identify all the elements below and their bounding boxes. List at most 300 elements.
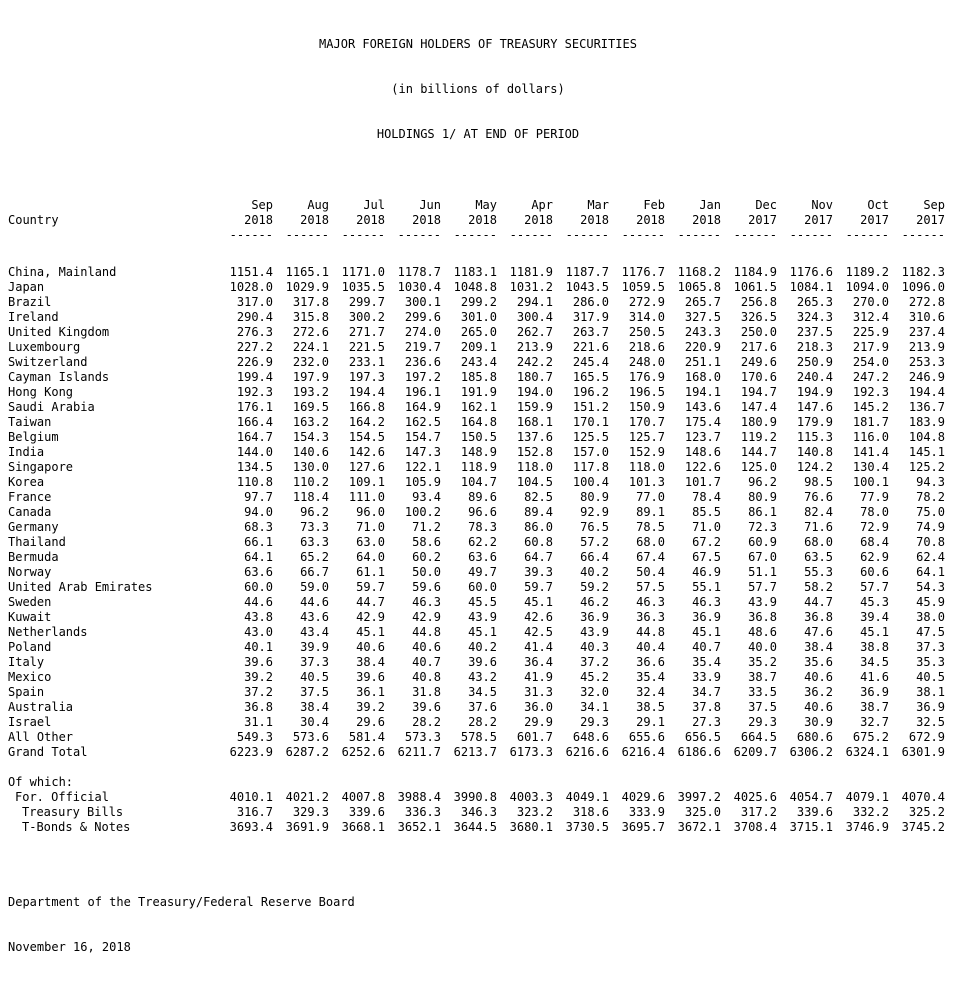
value-cell: 339.6 <box>348 805 385 819</box>
of-which-label-row <box>0 775 956 790</box>
value-cell: 49.7 <box>468 565 497 579</box>
value-cell: 237.5 <box>796 325 833 339</box>
value-cell: 109.1 <box>348 475 385 489</box>
value-cell: 110.2 <box>292 475 329 489</box>
column-year: 2018 <box>356 213 385 227</box>
value-cell: 137.6 <box>516 430 553 444</box>
column-month: Aug <box>307 198 329 212</box>
value-cell: 46.2 <box>580 595 609 609</box>
value-cell: 104.7 <box>460 475 497 489</box>
table-row <box>0 340 956 355</box>
value-cell: 29.6 <box>356 715 385 729</box>
column-year: 2018 <box>636 213 665 227</box>
value-cell: 57.7 <box>748 580 777 594</box>
value-cell: 648.6 <box>572 730 609 744</box>
column-month: Oct <box>867 198 889 212</box>
value-cell: 144.0 <box>236 445 273 459</box>
value-cell: 6186.6 <box>677 745 721 759</box>
value-cell: 3746.9 <box>845 820 889 834</box>
value-cell: 58.6 <box>412 535 441 549</box>
value-cell: 248.0 <box>628 355 665 369</box>
value-cell: 247.2 <box>852 370 889 384</box>
value-cell: 1029.9 <box>285 280 329 294</box>
value-cell: 4007.8 <box>341 790 385 804</box>
country-cell: China, Mainland <box>8 265 117 279</box>
value-cell: 44.6 <box>244 595 273 609</box>
value-cell: 66.1 <box>244 535 273 549</box>
value-cell: 45.3 <box>860 595 889 609</box>
value-cell: 89.1 <box>636 505 665 519</box>
value-cell: 1094.0 <box>845 280 889 294</box>
table-row <box>0 295 956 310</box>
value-cell: 44.7 <box>804 595 833 609</box>
value-cell: 299.7 <box>348 295 385 309</box>
value-cell: 253.3 <box>908 355 945 369</box>
value-cell: 60.0 <box>244 580 273 594</box>
value-cell: 134.5 <box>236 460 273 474</box>
value-cell: 68.0 <box>636 535 665 549</box>
column-month: Mar <box>587 198 609 212</box>
value-cell: 6209.7 <box>733 745 777 759</box>
value-cell: 43.0 <box>244 625 273 639</box>
value-cell: 217.6 <box>740 340 777 354</box>
value-cell: 6252.6 <box>341 745 385 759</box>
value-cell: 327.5 <box>684 310 721 324</box>
column-underline: ------ <box>229 228 273 242</box>
value-cell: 45.1 <box>524 595 553 609</box>
table-row <box>0 715 956 730</box>
footer-agency: Department of the Treasury/Federal Reserve Board <box>8 895 355 909</box>
value-cell: 62.2 <box>468 535 497 549</box>
column-header <box>553 198 609 243</box>
value-cell: 1065.8 <box>677 280 721 294</box>
column-header <box>217 198 273 243</box>
table-row <box>0 505 956 520</box>
table-row <box>0 610 956 625</box>
value-cell: 34.1 <box>580 700 609 714</box>
column-year: 2018 <box>524 213 553 227</box>
country-cell: Australia <box>8 700 74 714</box>
value-cell: 183.9 <box>908 415 945 429</box>
value-cell: 41.9 <box>524 670 553 684</box>
value-cell: 197.9 <box>292 370 329 384</box>
value-cell: 32.5 <box>916 715 945 729</box>
value-cell: 162.1 <box>460 400 497 414</box>
country-cell: India <box>8 445 45 459</box>
value-cell: 100.4 <box>572 475 609 489</box>
value-cell: 125.7 <box>628 430 665 444</box>
value-cell: 36.9 <box>580 610 609 624</box>
value-cell: 3997.2 <box>677 790 721 804</box>
value-cell: 301.0 <box>460 310 497 324</box>
column-year: 2018 <box>244 213 273 227</box>
value-cell: 32.4 <box>636 685 665 699</box>
value-cell: 37.5 <box>300 685 329 699</box>
value-cell: 219.7 <box>404 340 441 354</box>
value-cell: 213.9 <box>516 340 553 354</box>
value-cell: 245.4 <box>572 355 609 369</box>
value-cell: 89.6 <box>468 490 497 504</box>
value-cell: 213.9 <box>908 340 945 354</box>
value-cell: 68.4 <box>860 535 889 549</box>
country-cell: Taiwan <box>8 415 52 429</box>
value-cell: 323.2 <box>516 805 553 819</box>
value-cell: 86.0 <box>524 520 553 534</box>
value-cell: 1182.3 <box>901 265 945 279</box>
column-month: Sep <box>251 198 273 212</box>
value-cell: 1168.2 <box>677 265 721 279</box>
value-cell: 35.3 <box>916 655 945 669</box>
value-cell: 179.9 <box>796 415 833 429</box>
table-row <box>0 445 956 460</box>
value-cell: 54.3 <box>916 580 945 594</box>
value-cell: 191.9 <box>460 385 497 399</box>
value-cell: 3644.5 <box>453 820 497 834</box>
value-cell: 46.3 <box>412 595 441 609</box>
value-cell: 60.0 <box>468 580 497 594</box>
column-header <box>721 198 777 243</box>
value-cell: 310.6 <box>908 310 945 324</box>
value-cell: 50.0 <box>412 565 441 579</box>
value-cell: 1043.5 <box>565 280 609 294</box>
value-cell: 170.7 <box>628 415 665 429</box>
value-cell: 233.1 <box>348 355 385 369</box>
country-cell: Belgium <box>8 430 59 444</box>
value-cell: 65.2 <box>300 550 329 564</box>
value-cell: 314.0 <box>628 310 665 324</box>
value-cell: 38.5 <box>636 700 665 714</box>
value-cell: 194.4 <box>908 385 945 399</box>
value-cell: 40.1 <box>244 640 273 654</box>
country-cell: Netherlands <box>8 625 88 639</box>
value-cell: 299.2 <box>460 295 497 309</box>
value-cell: 43.4 <box>300 625 329 639</box>
value-cell: 42.9 <box>412 610 441 624</box>
value-cell: 6223.9 <box>229 745 273 759</box>
value-cell: 300.4 <box>516 310 553 324</box>
value-cell: 144.7 <box>740 445 777 459</box>
column-year: 2017 <box>860 213 889 227</box>
value-cell: 73.3 <box>300 520 329 534</box>
country-cell: Thailand <box>8 535 66 549</box>
table-row <box>0 535 956 550</box>
value-cell: 45.1 <box>860 625 889 639</box>
value-cell: 40.7 <box>692 640 721 654</box>
value-cell: 154.5 <box>348 430 385 444</box>
value-cell: 157.0 <box>572 445 609 459</box>
value-cell: 125.2 <box>908 460 945 474</box>
value-cell: 76.5 <box>580 520 609 534</box>
table-row <box>0 490 956 505</box>
country-cell: Korea <box>8 475 45 489</box>
value-cell: 61.1 <box>356 565 385 579</box>
value-cell: 170.6 <box>740 370 777 384</box>
value-cell: 196.5 <box>628 385 665 399</box>
table-row <box>0 685 956 700</box>
value-cell: 218.6 <box>628 340 665 354</box>
value-cell: 164.7 <box>236 430 273 444</box>
value-cell: 317.0 <box>236 295 273 309</box>
value-cell: 39.2 <box>356 700 385 714</box>
value-cell: 44.6 <box>300 595 329 609</box>
value-cell: 104.5 <box>516 475 553 489</box>
value-cell: 164.8 <box>460 415 497 429</box>
column-header <box>441 198 497 243</box>
value-cell: 3672.1 <box>677 820 721 834</box>
value-cell: 66.7 <box>300 565 329 579</box>
value-cell: 42.5 <box>524 625 553 639</box>
value-cell: 28.2 <box>468 715 497 729</box>
value-cell: 36.1 <box>356 685 385 699</box>
column-month: Nov <box>811 198 833 212</box>
value-cell: 36.9 <box>692 610 721 624</box>
column-header <box>833 198 889 243</box>
of-which-section <box>0 775 956 835</box>
value-cell: 30.9 <box>804 715 833 729</box>
table-row <box>0 355 956 370</box>
country-cell: Grand Total <box>8 745 88 759</box>
value-cell: 63.6 <box>468 550 497 564</box>
value-cell: 32.7 <box>860 715 889 729</box>
value-cell: 40.2 <box>580 565 609 579</box>
value-cell: 40.7 <box>412 655 441 669</box>
value-cell: 94.3 <box>916 475 945 489</box>
country-cell: Saudi Arabia <box>8 400 95 414</box>
table-row <box>0 370 956 385</box>
column-header <box>385 198 441 243</box>
country-column-header: Country <box>8 213 59 227</box>
value-cell: 38.4 <box>804 640 833 654</box>
country-cell: Luxembourg <box>8 340 81 354</box>
value-cell: 104.8 <box>908 430 945 444</box>
value-cell: 98.5 <box>804 475 833 489</box>
value-cell: 85.5 <box>692 505 721 519</box>
value-cell: 37.2 <box>580 655 609 669</box>
value-cell: 96.2 <box>300 505 329 519</box>
value-cell: 76.6 <box>804 490 833 504</box>
value-cell: 3730.5 <box>565 820 609 834</box>
column-year: 2017 <box>804 213 833 227</box>
value-cell: 180.7 <box>516 370 553 384</box>
value-cell: 154.3 <box>292 430 329 444</box>
value-cell: 315.8 <box>292 310 329 324</box>
value-cell: 40.5 <box>916 670 945 684</box>
value-cell: 96.0 <box>356 505 385 519</box>
value-cell: 80.9 <box>580 490 609 504</box>
value-cell: 32.0 <box>580 685 609 699</box>
value-cell: 40.6 <box>356 640 385 654</box>
value-cell: 67.0 <box>748 550 777 564</box>
table-row <box>0 670 956 685</box>
value-cell: 299.6 <box>404 310 441 324</box>
value-cell: 573.6 <box>292 730 329 744</box>
column-underline: ------ <box>733 228 777 242</box>
value-cell: 3652.1 <box>397 820 441 834</box>
value-cell: 192.3 <box>236 385 273 399</box>
value-cell: 326.5 <box>740 310 777 324</box>
value-cell: 72.3 <box>748 520 777 534</box>
value-cell: 317.2 <box>740 805 777 819</box>
value-cell: 36.0 <box>524 700 553 714</box>
value-cell: 71.0 <box>356 520 385 534</box>
value-cell: 96.6 <box>468 505 497 519</box>
value-cell: 573.3 <box>404 730 441 744</box>
table-row <box>0 280 956 295</box>
value-cell: 57.2 <box>580 535 609 549</box>
value-cell: 40.0 <box>748 640 777 654</box>
table-body <box>0 265 956 760</box>
value-cell: 166.8 <box>348 400 385 414</box>
value-cell: 45.1 <box>692 625 721 639</box>
value-cell: 3715.1 <box>789 820 833 834</box>
value-cell: 46.3 <box>692 595 721 609</box>
of-which-item-cell: Treasury Bills <box>22 805 124 819</box>
value-cell: 44.8 <box>412 625 441 639</box>
value-cell: 78.3 <box>468 520 497 534</box>
value-cell: 339.6 <box>796 805 833 819</box>
value-cell: 38.7 <box>748 670 777 684</box>
value-cell: 226.9 <box>236 355 273 369</box>
value-cell: 1151.4 <box>229 265 273 279</box>
value-cell: 64.7 <box>524 550 553 564</box>
value-cell: 37.3 <box>300 655 329 669</box>
value-cell: 140.8 <box>796 445 833 459</box>
value-cell: 111.0 <box>348 490 385 504</box>
value-cell: 6213.7 <box>453 745 497 759</box>
value-cell: 77.0 <box>636 490 665 504</box>
value-cell: 346.3 <box>460 805 497 819</box>
value-cell: 1035.5 <box>341 280 385 294</box>
value-cell: 162.5 <box>404 415 441 429</box>
value-cell: 3695.7 <box>621 820 665 834</box>
value-cell: 316.7 <box>236 805 273 819</box>
value-cell: 63.0 <box>356 535 385 549</box>
value-cell: 4003.3 <box>509 790 553 804</box>
value-cell: 4079.1 <box>845 790 889 804</box>
value-cell: 274.0 <box>404 325 441 339</box>
value-cell: 37.2 <box>244 685 273 699</box>
value-cell: 31.3 <box>524 685 553 699</box>
value-cell: 67.2 <box>692 535 721 549</box>
value-cell: 82.5 <box>524 490 553 504</box>
value-cell: 578.5 <box>460 730 497 744</box>
value-cell: 250.0 <box>740 325 777 339</box>
value-cell: 31.1 <box>244 715 273 729</box>
value-cell: 3693.4 <box>229 820 273 834</box>
value-cell: 1176.6 <box>789 265 833 279</box>
of-which-row <box>0 820 956 835</box>
value-cell: 115.3 <box>796 430 833 444</box>
value-cell: 176.1 <box>236 400 273 414</box>
value-cell: 77.9 <box>860 490 889 504</box>
country-cell: Germany <box>8 520 59 534</box>
value-cell: 655.6 <box>628 730 665 744</box>
column-year: 2017 <box>748 213 777 227</box>
table-row <box>0 550 956 565</box>
value-cell: 125.0 <box>740 460 777 474</box>
column-underline: ------ <box>453 228 497 242</box>
value-cell: 221.5 <box>348 340 385 354</box>
value-cell: 39.3 <box>524 565 553 579</box>
of-which-item-cell: For. Official <box>15 790 109 804</box>
country-cell: Italy <box>8 655 45 669</box>
value-cell: 263.7 <box>572 325 609 339</box>
value-cell: 549.3 <box>236 730 273 744</box>
value-cell: 55.1 <box>692 580 721 594</box>
table-row <box>0 325 956 340</box>
value-cell: 154.7 <box>404 430 441 444</box>
table-row <box>0 700 956 715</box>
value-cell: 163.2 <box>292 415 329 429</box>
value-cell: 36.8 <box>244 700 273 714</box>
value-cell: 136.7 <box>908 400 945 414</box>
value-cell: 262.7 <box>516 325 553 339</box>
value-cell: 251.1 <box>684 355 721 369</box>
value-cell: 27.3 <box>692 715 721 729</box>
country-cell: Bermuda <box>8 550 59 564</box>
value-cell: 218.3 <box>796 340 833 354</box>
country-cell: Canada <box>8 505 52 519</box>
table-row <box>0 730 956 745</box>
value-cell: 145.1 <box>908 445 945 459</box>
table-header-row <box>0 198 956 243</box>
value-cell: 29.1 <box>636 715 665 729</box>
value-cell: 37.3 <box>916 640 945 654</box>
value-cell: 29.3 <box>580 715 609 729</box>
table-row <box>0 745 956 760</box>
value-cell: 42.9 <box>356 610 385 624</box>
value-cell: 317.8 <box>292 295 329 309</box>
column-year: 2018 <box>300 213 329 227</box>
value-cell: 333.9 <box>628 805 665 819</box>
value-cell: 196.1 <box>404 385 441 399</box>
country-cell: United Kingdom <box>8 325 110 339</box>
value-cell: 1184.9 <box>733 265 777 279</box>
value-cell: 60.2 <box>412 550 441 564</box>
value-cell: 4025.6 <box>733 790 777 804</box>
value-cell: 317.9 <box>572 310 609 324</box>
value-cell: 6173.3 <box>509 745 553 759</box>
value-cell: 194.7 <box>740 385 777 399</box>
value-cell: 36.8 <box>804 610 833 624</box>
value-cell: 63.6 <box>244 565 273 579</box>
value-cell: 36.9 <box>860 685 889 699</box>
column-underline: ------ <box>677 228 721 242</box>
value-cell: 40.2 <box>468 640 497 654</box>
column-year: 2017 <box>916 213 945 227</box>
value-cell: 1183.1 <box>453 265 497 279</box>
value-cell: 3988.4 <box>397 790 441 804</box>
value-cell: 151.2 <box>572 400 609 414</box>
value-cell: 227.2 <box>236 340 273 354</box>
value-cell: 145.2 <box>852 400 889 414</box>
value-cell: 43.8 <box>244 610 273 624</box>
value-cell: 59.2 <box>580 580 609 594</box>
column-month: Feb <box>643 198 665 212</box>
value-cell: 45.5 <box>468 595 497 609</box>
value-cell: 601.7 <box>516 730 553 744</box>
value-cell: 6216.6 <box>565 745 609 759</box>
value-cell: 6301.9 <box>901 745 945 759</box>
value-cell: 34.5 <box>860 655 889 669</box>
value-cell: 249.6 <box>740 355 777 369</box>
value-cell: 164.2 <box>348 415 385 429</box>
value-cell: 3668.1 <box>341 820 385 834</box>
value-cell: 39.6 <box>356 670 385 684</box>
country-cell: Spain <box>8 685 45 699</box>
value-cell: 43.9 <box>468 610 497 624</box>
value-cell: 159.9 <box>516 400 553 414</box>
